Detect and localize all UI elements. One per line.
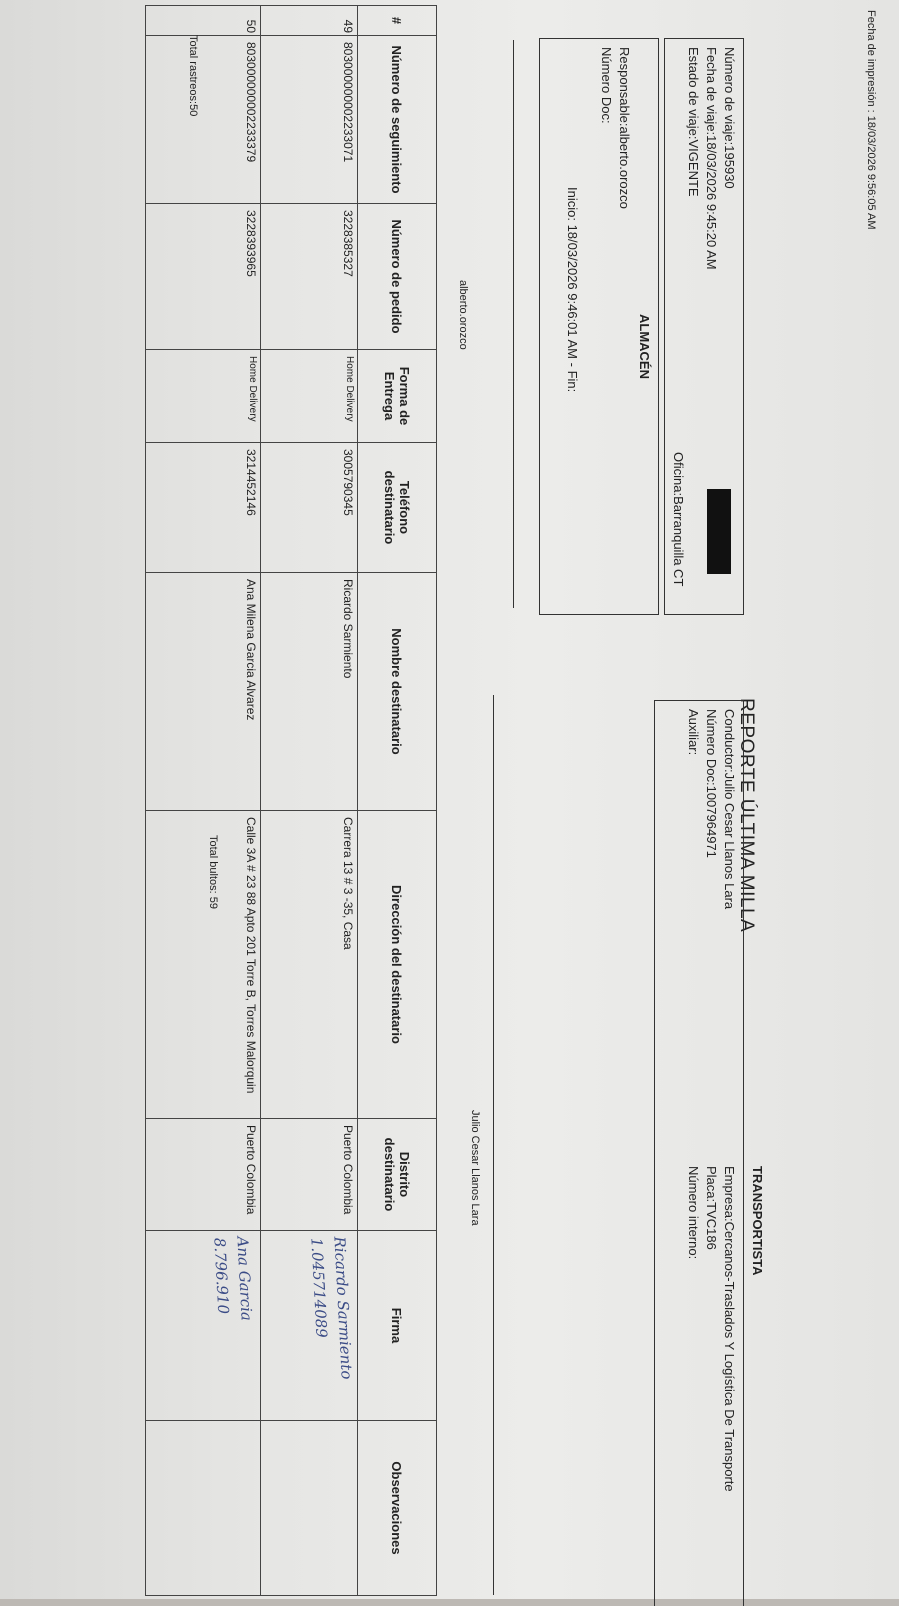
cell-signature: [261, 1231, 358, 1421]
driver-assistant: Auxiliar:: [686, 709, 701, 756]
carrier-plate: Placa:TVC186: [704, 1166, 719, 1250]
cell-index: 50: [146, 6, 261, 36]
trip-info-box: [664, 38, 744, 615]
handwritten-signature: Ana Garcia 8.796.910: [210, 1236, 256, 1322]
cell-tracking: 803000000002233379: [146, 36, 261, 204]
col-header-index: #: [358, 6, 437, 36]
carrier-heading: TRANSPORTISTA: [750, 1166, 765, 1276]
trip-number: Número de viaje:195930: [722, 47, 737, 189]
cell-name: Ana Milena Garcia Alvarez: [146, 573, 261, 811]
cell-delivery: Home Delivery: [146, 350, 261, 443]
table-row: [261, 6, 358, 1596]
trip-date: Fecha de viaje:18/03/2026 9:45:20 AM: [704, 47, 719, 270]
driver-doc: Número Doc:1007964971: [704, 709, 719, 858]
cell-order: 3228385327: [261, 204, 358, 350]
print-date: Fecha de impresión : 18/03/2026 9:56:05 AM: [865, 10, 877, 230]
cell-notes: [261, 1421, 358, 1596]
table-row: [146, 6, 261, 1596]
cell-district: Puerto Colombia: [146, 1119, 261, 1231]
cell-phone: 3214452146: [146, 443, 261, 573]
report-title: REPORTE ÚLTIMA MILLA: [736, 698, 757, 933]
signature-name-right: Julio Cesar Llanos Lara: [469, 1110, 481, 1226]
deliveries-table: [145, 5, 437, 1596]
total-tracks: Total rastreos:50: [187, 35, 199, 117]
warehouse-box: [539, 38, 659, 615]
signature-line-left: [513, 40, 514, 608]
cell-tracking: 803000000002233071: [261, 36, 358, 204]
cell-address: Carrera 13 # 3 -35, Casa: [261, 811, 358, 1119]
handwritten-signature: Ricardo Sarmiento 1.045714089: [307, 1236, 356, 1380]
col-header-address: Dirección del destinatario: [358, 811, 437, 1119]
trip-status: Estado de viaje:VIGENTE: [686, 47, 701, 197]
cell-district: Puerto Colombia: [261, 1119, 358, 1231]
col-header-name: Nombre destinatario: [358, 573, 437, 811]
table-header-row: [358, 6, 437, 1596]
cell-name: Ricardo Sarmiento: [261, 573, 358, 811]
col-header-signature: Firma: [358, 1231, 437, 1421]
signature-line-right: [493, 695, 494, 1595]
signature-name-left: alberto.orozco: [457, 280, 469, 350]
warehouse-heading: ALMACÉN: [637, 314, 652, 379]
col-header-tracking: Número de seguimiento: [358, 36, 437, 204]
carrier-company: Empresa:Cercanos-Traslados Y Logística De Transporte: [722, 1166, 737, 1492]
warehouse-start-end: Inicio: 18/03/2026 9:46:01 AM - Fin:: [565, 187, 580, 393]
driver-name: Conductor:Julio Cesar Llanos Lara: [722, 709, 737, 910]
warehouse-doc: Número Doc:: [599, 47, 614, 124]
cell-notes: [146, 1421, 261, 1596]
cell-signature: [146, 1231, 261, 1421]
warehouse-responsible: Responsable:alberto.orozco: [617, 47, 632, 209]
col-header-order: Número de pedido: [358, 204, 437, 350]
cell-delivery: Home Delivery: [261, 350, 358, 443]
cell-phone: 3005790345: [261, 443, 358, 573]
col-header-district: Distrito destinatario: [358, 1119, 437, 1231]
col-header-notes: Observaciones: [358, 1421, 437, 1596]
total-packages: Total bultos: 59: [207, 835, 219, 909]
cell-order: 3228393965: [146, 204, 261, 350]
carrier-internal-number: Número interno:: [686, 1166, 701, 1260]
redacted-block: [707, 489, 731, 574]
col-header-delivery: Forma de Entrega: [358, 350, 437, 443]
cell-index: 49: [261, 6, 358, 36]
trip-office: Oficina:Barranquilla CT: [671, 452, 686, 587]
cell-address: Calle 3A # 23 88 Apto 201 Torre B, Torres Malorquin: [146, 811, 261, 1119]
col-header-phone: Teléfono destinatario: [358, 443, 437, 573]
